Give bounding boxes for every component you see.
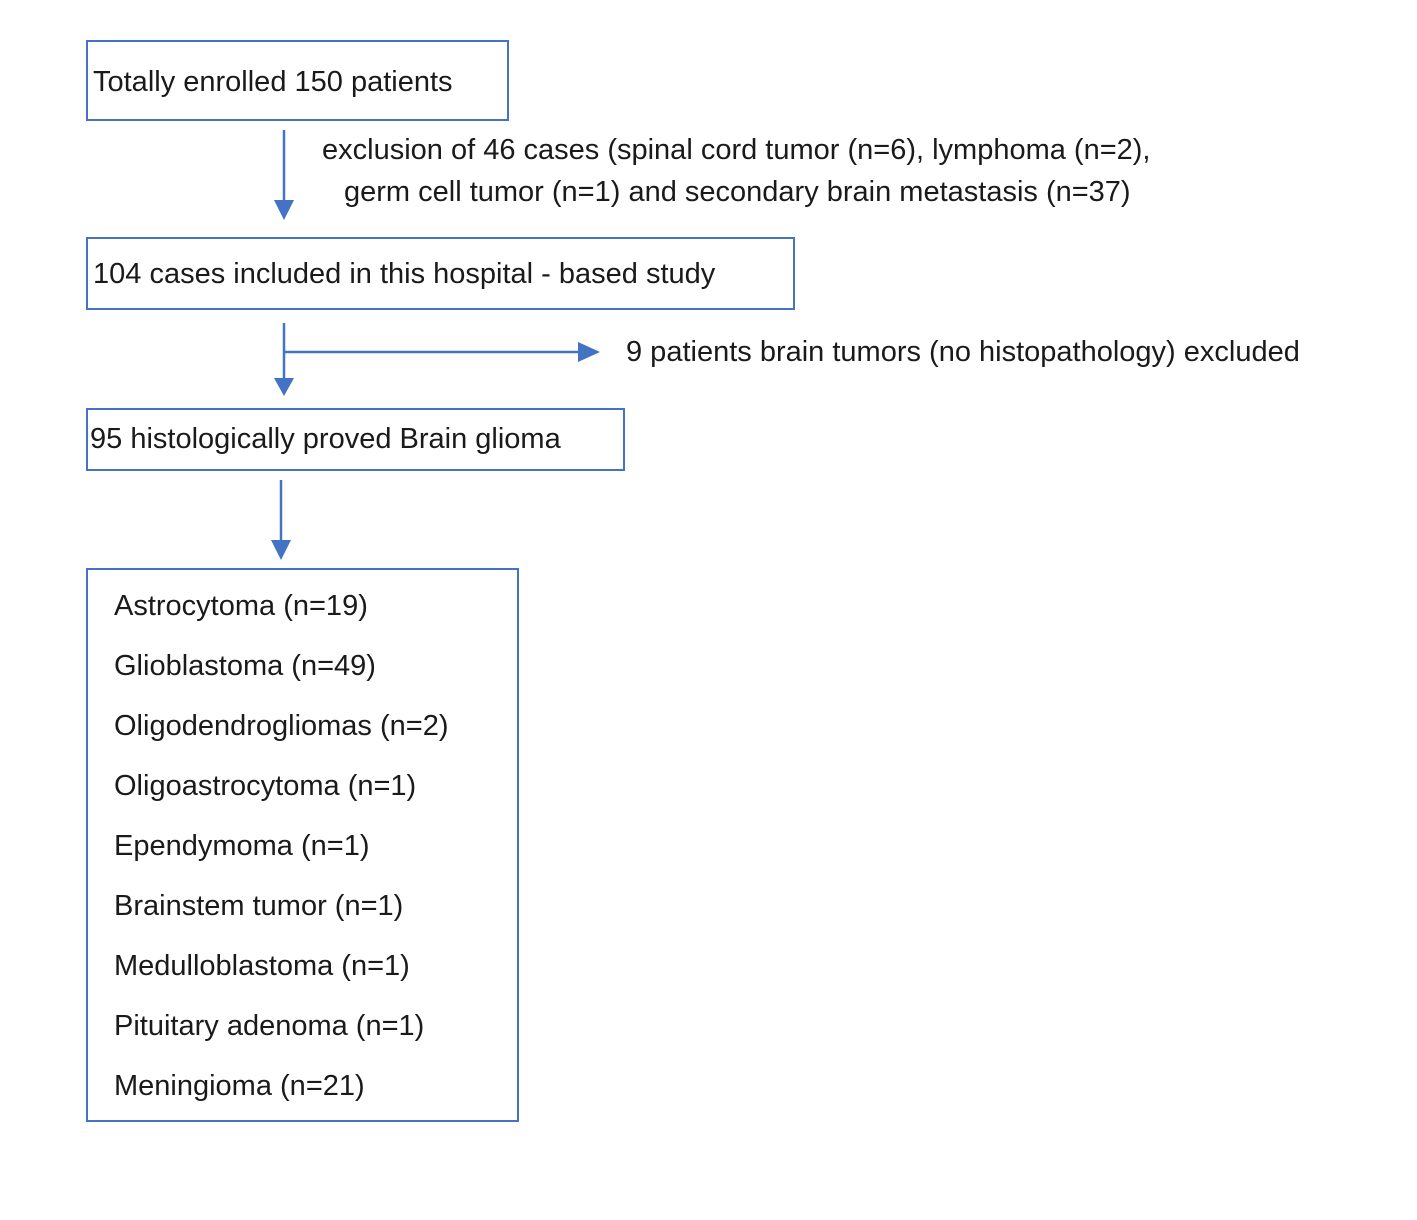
proved-box	[86, 408, 625, 471]
subtype-item-brainstem-tumor: Brainstem tumor (n=1)	[114, 890, 404, 922]
arrowhead-proved-to-subtypes	[271, 540, 291, 560]
subtype-item-pituitary-adenoma: Pituitary adenoma (n=1)	[114, 1010, 425, 1042]
enrolled-box	[86, 40, 509, 121]
arrowhead-enrolled-to-included	[274, 200, 294, 220]
subtype-item-oligodendrogliomas: Oligodendrogliomas (n=2)	[114, 710, 449, 742]
enrolled-box-label: Totally enrolled 150 patients	[93, 66, 453, 98]
proved-box-label: 95 histologically proved Brain glioma	[90, 423, 561, 455]
subtype-item-glioblastoma: Glioblastoma (n=49)	[114, 650, 376, 682]
subtype-item-astrocytoma: Astrocytoma (n=19)	[114, 590, 368, 622]
no-histopathology-note: 9 patients brain tumors (no histopathology) excluded	[626, 336, 1300, 368]
subtypes-box	[86, 568, 519, 1122]
included-box-label: 104 cases included in this hospital - based study	[93, 258, 716, 290]
subtype-item-medulloblastoma: Medulloblastoma (n=1)	[114, 950, 410, 982]
exclusion-note-line2: germ cell tumor (n=1) and secondary brain metastasis (n=37)	[344, 176, 1131, 208]
included-box	[86, 237, 795, 310]
subtype-item-ependymoma: Ependymoma (n=1)	[114, 830, 370, 862]
exclusion-note-line1: exclusion of 46 cases (spinal cord tumor (n=6), lymphoma (n=2),	[322, 134, 1151, 166]
arrowhead-included-to-proved	[274, 378, 294, 396]
arrowhead-side-excluded	[578, 342, 600, 362]
subtype-item-meningioma: Meningioma (n=21)	[114, 1070, 365, 1102]
subtype-item-oligoastrocytoma: Oligoastrocytoma (n=1)	[114, 770, 417, 802]
